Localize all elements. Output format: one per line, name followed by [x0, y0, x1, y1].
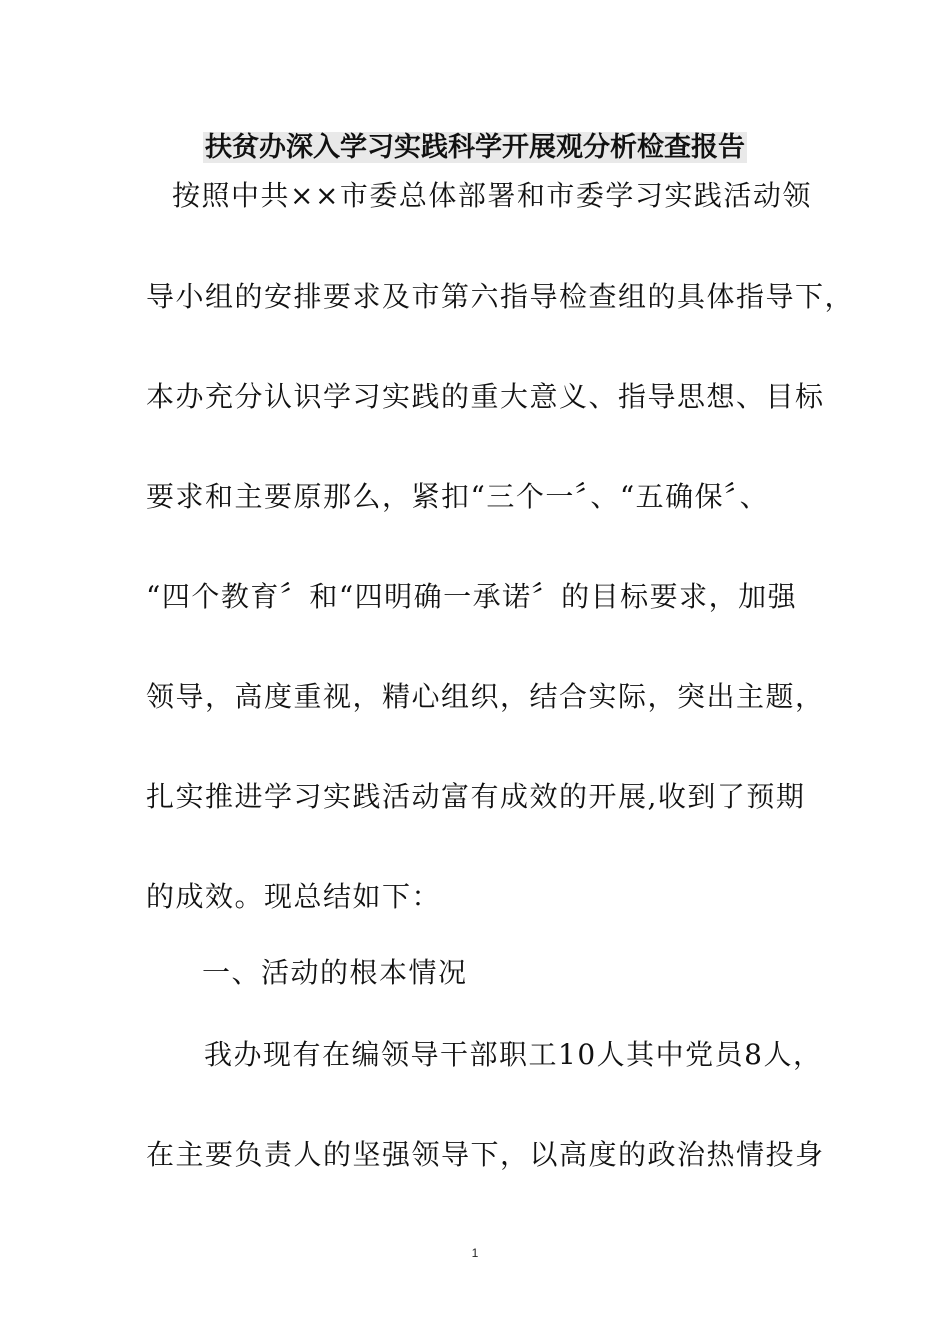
body-line-1: 按照中共××市委总体部署和市委学习实践活动领: [172, 179, 812, 212]
body-line-4: 要求和主要原那么，紧扣“三个一〞、“五确保〞、: [146, 480, 770, 513]
body-line-5: “四个教育〞和“四明确一承诺〞的目标要求，加强: [146, 580, 798, 613]
section-heading: 一、活动的根本情况: [202, 956, 468, 989]
title-text: 扶贫办深入学习实践科学开展观分析检查报告: [205, 132, 745, 163]
body-line-3: 本办充分认识学习实践的重大意义、指导思想、目标: [146, 380, 825, 413]
body-line-11: 在主要负责人的坚强领导下，以高度的政治热情投身: [146, 1138, 825, 1171]
body-line-7: 扎实推进学习实践活动富有成效的开展,收到了预期: [146, 780, 806, 813]
body-line-8: 的成效。现总结如下：: [146, 880, 442, 913]
page-number: 1: [471, 1246, 479, 1260]
document-title: [0, 128, 950, 168]
body-line-10: 我办现有在编领导干部职工10人其中党员8人，: [204, 1038, 823, 1071]
body-line-2: 导小组的安排要求及市第六指导检查组的具体指导下，: [146, 280, 855, 313]
body-line-6: 领导，高度重视，精心组织，结合实际，突出主题，: [146, 680, 825, 713]
